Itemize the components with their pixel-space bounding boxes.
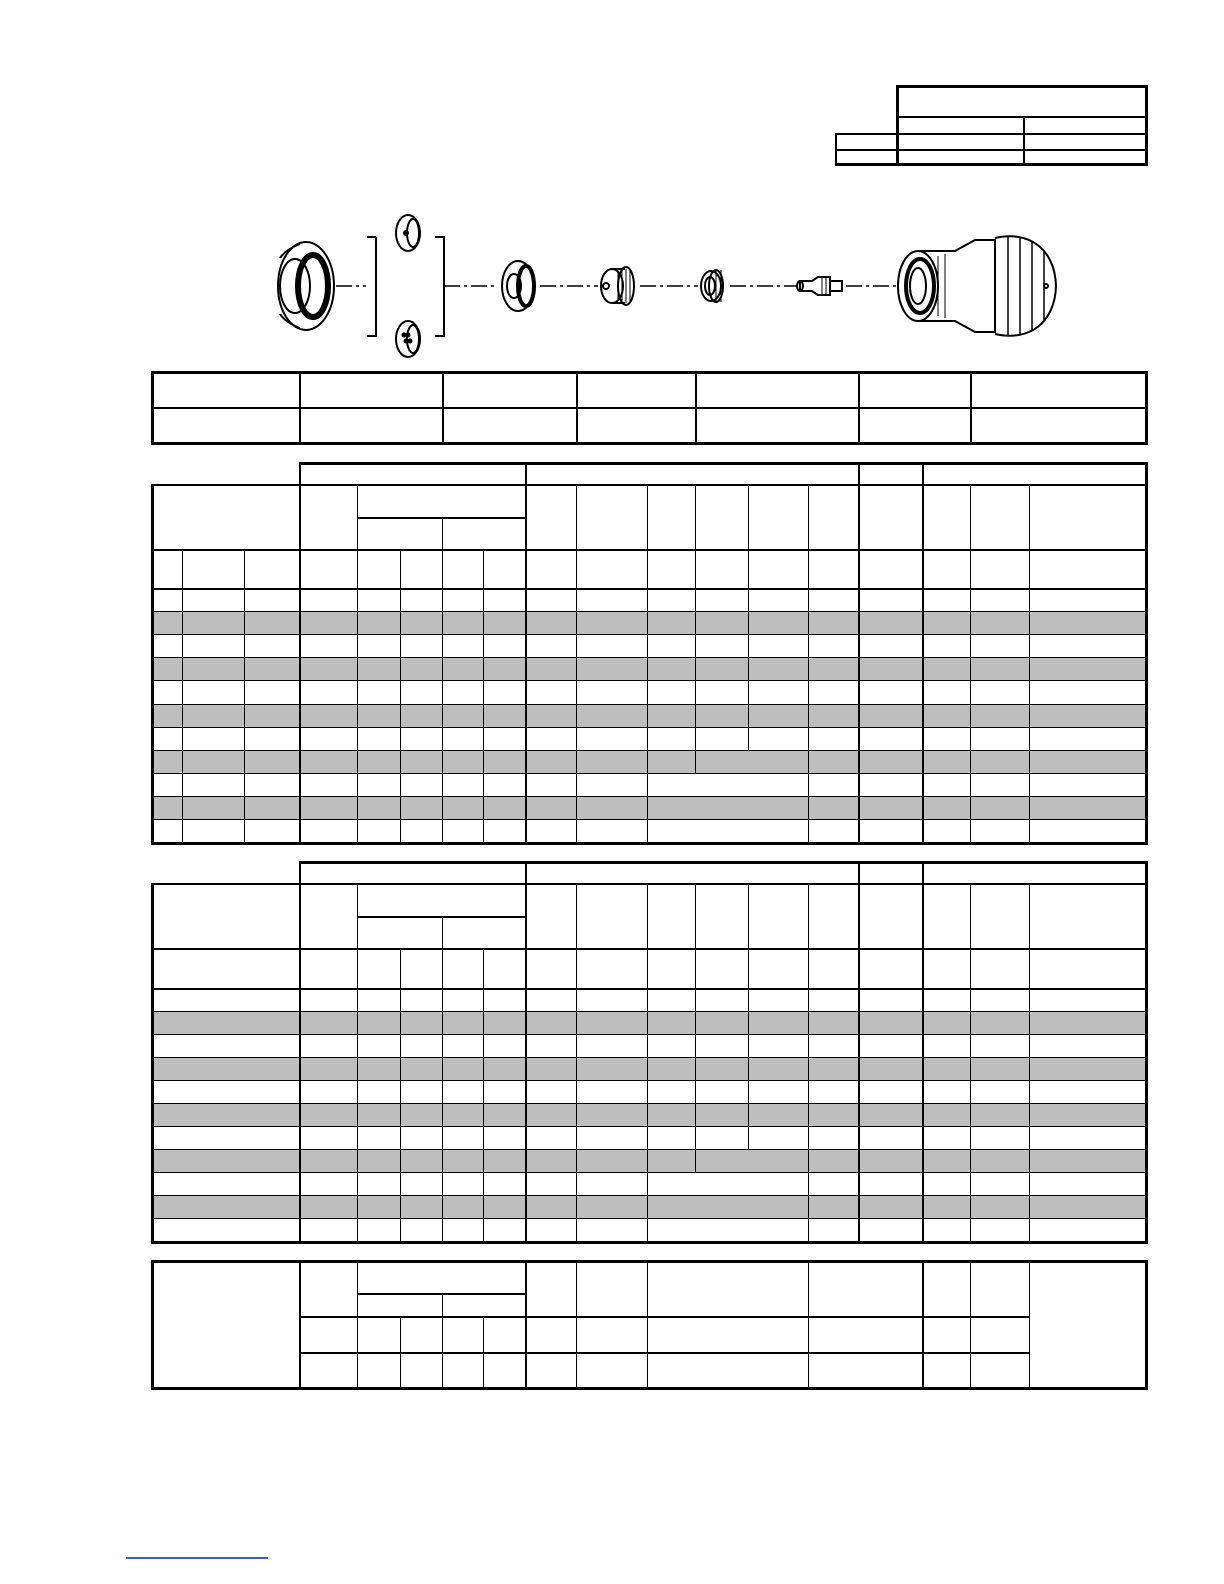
- parts-diagram: [0, 0, 1224, 360]
- torch-body-icon: [898, 236, 1056, 336]
- nozzle-icon: [701, 270, 723, 302]
- swirl-ring-icon: [601, 267, 634, 305]
- shield-option-top-icon: [396, 215, 420, 251]
- shield-icon: [278, 242, 334, 330]
- footer-link[interactable]: [126, 1557, 268, 1559]
- electrode-icon: [797, 277, 842, 295]
- shield-option-bottom-icon: [396, 321, 420, 357]
- retaining-cap-icon: [502, 261, 534, 311]
